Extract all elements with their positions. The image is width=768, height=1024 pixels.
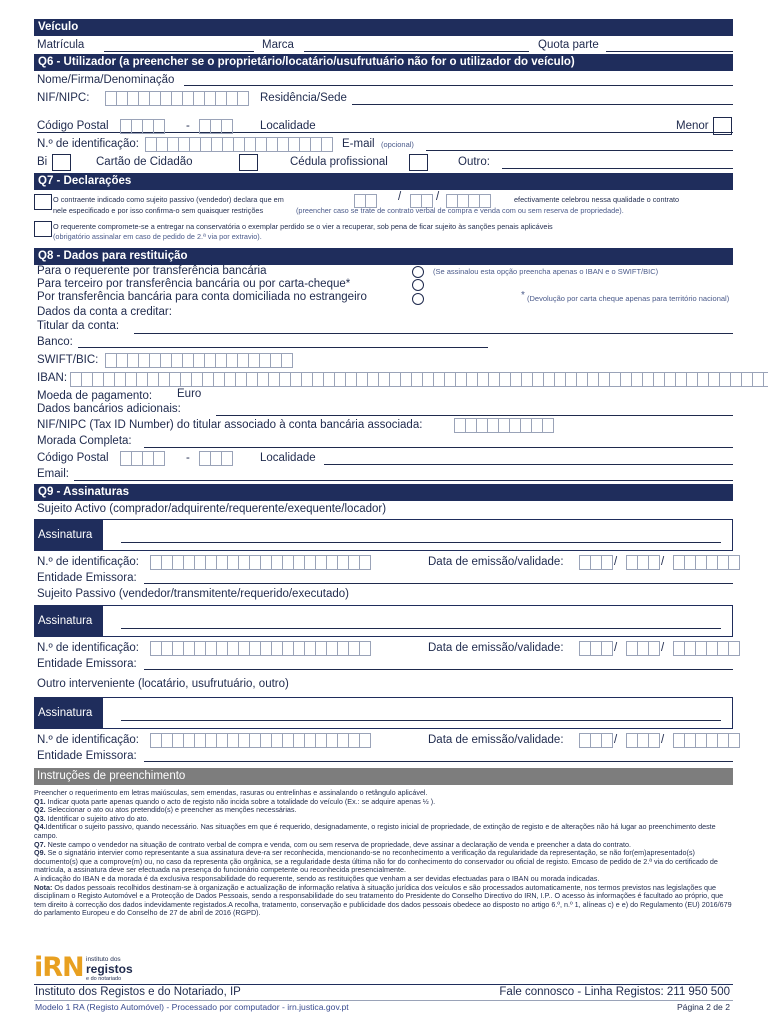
data-outro-day[interactable] (579, 733, 613, 748)
instrucoes-text (34, 785, 733, 918)
localidade-label: Localidade (260, 120, 316, 132)
declaracao-1-checkbox[interactable] (34, 194, 52, 210)
restituicao-option-1-label: Para o requerente por transferência bancária (37, 265, 267, 277)
instr-q4 (34, 823, 733, 840)
data-outro-label: Data de emissão/validade: (428, 734, 564, 746)
section-title: Veículo (38, 21, 79, 33)
restituicao-option-3-radio[interactable] (412, 293, 424, 305)
dash-label: - (186, 120, 190, 132)
logo-text-2: registos (86, 962, 133, 976)
data-passivo-month[interactable] (626, 641, 660, 656)
menor-label: Menor (676, 120, 709, 132)
section-q6-header (34, 54, 733, 71)
instr-text: Identificar o sujeito passivo, quando necessário. Nas situações em que é requerido, designadamente, o registo inicial de propriedade, de extinção de registo e de alterações não há lugar ao preenchimento deste campo. (34, 822, 716, 840)
swift-label: SWIFT/BIC: (37, 354, 99, 366)
date-slash: / (614, 734, 618, 746)
iban-cells[interactable] (70, 372, 768, 387)
cedula-label: Cédula profissional (290, 156, 388, 168)
irn-logo (34, 954, 154, 984)
instr-text: Seleccionar o ato ou atos pretendido(s) e preencher as menções necessárias. (45, 805, 297, 815)
cc-label: Cartão de Cidadão (96, 156, 193, 168)
entidade-passivo-label: Entidade Emissora: (37, 658, 137, 670)
logo-text-1: instituto dos (86, 956, 121, 963)
instr-text: Os dados pessoais recolhidos destinam-se à organização e actualização de informação relativa à situação jurídica dos veículos e são processados automaticamente, nos termos previstos nas legislações que disciplinam o Registo Automóvel e a Protecção de Dados Pessoais, sendo a responsabilidade do seu tratamento do Presidente do Conselho Directivo do IRN, I.P.. O acesso às informações é facultado ao próprio, que tem direito à correcção dos dados indevidamente registados.A recolha, tratamento, conservação e publicidade dos dados pessoais obedece ao disposto no artigo 6.º, n.º 1, alíneas c) e e) do Regulamento (EU) 2016/679 do parlamento Europeu e do Conselho de 27 de abril de 2016 (RGPD). (34, 882, 732, 918)
titular-field[interactable] (134, 333, 733, 334)
entidade-activo-label: Entidade Emissora: (37, 572, 137, 584)
nif-label: NIF/NIPC: (37, 92, 90, 104)
codigo-postal-2-cells-2[interactable] (199, 451, 233, 466)
banco-label: Banco: (37, 336, 73, 348)
nome-field[interactable] (184, 85, 733, 86)
menor-checkbox[interactable] (713, 117, 732, 135)
entidade-activo-field[interactable] (144, 583, 733, 584)
assinatura-label: Assinatura (35, 698, 103, 728)
outro-field[interactable] (502, 168, 733, 169)
sujeito-activo-label: Sujeito Activo (comprador/adquirente/requerente/exequente/locador) (37, 503, 387, 515)
logo-text-3: e do notariado (86, 976, 122, 982)
declaracao-2-checkbox[interactable] (34, 221, 52, 237)
instr-key: Q4. (34, 822, 46, 832)
section-q7-header (34, 173, 733, 190)
nident-activo-cells[interactable] (150, 555, 371, 570)
instr-key: Nota: (34, 882, 53, 892)
email-optional-label: (opcional) (381, 140, 414, 149)
date-slash: / (661, 642, 665, 654)
banco-field[interactable] (78, 347, 488, 348)
instr-text: Se o signatário intervier como representante a sua assinatura deve-ra ser reconhecida, mencionando-se no reconhecimento a verificação da regularidade da representação, se não for(em)apresentado(s) documento(s) que a comprove(m) ou, no caso da representa ção orgânica, se a regularidade desta última não for do conhecimento do conservador ou oficial de registo. Emcaso de pedido de 2.ª via do certificado de matrícula, a assinatura deve ser efectuada na presença do funcionário competente ou reconhecida presencialmente. (34, 848, 718, 875)
declaracao-1-text-a: O contraente indicado como sujeito passivo (vendedor) declara que em (53, 195, 284, 204)
marca-field[interactable] (304, 51, 529, 52)
quota-label: Quota parte (538, 39, 599, 51)
entidade-outro-field[interactable] (144, 761, 733, 762)
date-slash-2: / (436, 191, 440, 203)
assinatura-passivo-line[interactable] (121, 628, 721, 629)
instr-key: Q9. (34, 848, 46, 858)
codigo-postal-2-cells-1[interactable] (120, 451, 165, 466)
assinatura-label: Assinatura (35, 520, 103, 550)
codigo-postal-cells-1[interactable] (120, 119, 165, 134)
section-title: Q6 - Utilizador (a preencher se o proprietário/locatário/usufrutuário não for o utilizador do veículo) (38, 56, 575, 68)
footer-meta (34, 1000, 733, 1012)
nident-label: N.º de identificação: (37, 138, 140, 150)
declaracao-1-text-c: nele especificado e por isso confirma-o sem quaisquer restrições (53, 206, 264, 215)
titular-label: Titular da conta: (37, 320, 120, 332)
instr-key: Q7. (34, 839, 46, 849)
date-slash-1: / (398, 191, 402, 203)
section-title: Q9 - Assinaturas (38, 486, 129, 498)
localidade-field[interactable] (324, 132, 664, 133)
morada-label: Morada Completa: (37, 435, 132, 447)
footer-model: Modelo 1 RA (Registo Automóvel) - Processado por computador - irn.justica.gov.pt (35, 1002, 349, 1012)
restituicao-option-2-radio[interactable] (412, 279, 424, 291)
marca-label: Marca (262, 39, 294, 51)
cedula-checkbox[interactable] (409, 154, 428, 171)
moeda-value: Euro (177, 388, 202, 400)
outro-label: Outro: (458, 156, 490, 168)
instr-text: Indicar quota parte apenas quando o acto de registo não incida sobre a totalidade do veículo (Ex.: se adquire apenas ½ ). (45, 796, 436, 806)
codigo-postal-label: Código Postal (37, 120, 109, 132)
matricula-field[interactable] (104, 51, 254, 52)
nif-titular-label: NIF/NIPC (Tax ID Number) do titular associado à conta bancária associada: (37, 419, 423, 431)
sujeito-passivo-label: Sujeito Passivo (vendedor/transmitente/requerido/executado) (37, 588, 349, 600)
data-passivo-year[interactable] (673, 641, 740, 656)
data-outro-year[interactable] (673, 733, 740, 748)
dados-conta-label: Dados da conta a creditar: (37, 306, 172, 318)
instr-text: Neste campo o vendedor na situação de contrato verbal de compra e venda, com ou sem reserva de propriedade, deve assinar a declaração de venda e preencher a data do contrato. (45, 839, 631, 849)
section-q8-header (34, 248, 733, 265)
assinatura-activo-line[interactable] (121, 542, 721, 543)
form-page (34, 19, 733, 918)
instr-text: Identificar o sujeito ativo do ato. (45, 813, 149, 823)
morada-field[interactable] (144, 447, 733, 448)
assinatura-outro-box[interactable] (34, 697, 733, 729)
residencia-label: Residência/Sede (260, 92, 347, 104)
assinatura-outro-line[interactable] (121, 720, 721, 721)
nident-outro-cells[interactable] (150, 733, 371, 748)
footer-contact: Fale connosco - Linha Registos: 211 950 500 (499, 986, 730, 998)
instr-key: Q1. (34, 796, 46, 806)
footer-institution: Instituto dos Registos e do Notariado, IP (35, 986, 241, 998)
restituicao-option-3-note: (Devolução por carta cheque apenas para território nacional) (527, 294, 730, 303)
nident-activo-label: N.º de identificação: (37, 556, 140, 568)
email-field[interactable] (426, 150, 733, 151)
email-2-field[interactable] (74, 480, 733, 481)
nome-label: Nome/Firma/Denominação (37, 74, 175, 86)
section-title: Q8 - Dados para restituição (38, 250, 188, 262)
logo-mark: iRN (34, 952, 84, 983)
date-slash: / (614, 556, 618, 568)
email-label: E-mail (342, 138, 375, 150)
declaracao-2-text-a: O requerente compromete-se a entregar na conservatória o exemplar perdido se o vier a recuperar, sob pena de ficar sujeito às sanções penais aplicáveis (53, 222, 553, 231)
data-activo-label: Data de emissão/validade: (428, 556, 564, 568)
dash-label: - (186, 452, 190, 464)
data-passivo-day[interactable] (579, 641, 613, 656)
entidade-outro-label: Entidade Emissora: (37, 750, 137, 762)
bi-label: Bi (37, 156, 48, 168)
restituicao-option-2-label: Para terceiro por transferência bancária ou por carta-cheque* (37, 278, 351, 290)
codigo-postal-2-label: Código Postal (37, 452, 109, 464)
nident-passivo-label: N.º de identificação: (37, 642, 140, 654)
moeda-label: Moeda de pagamento: (37, 390, 153, 402)
restituicao-option-1-radio[interactable] (412, 266, 424, 278)
declaracao-2-text-b: (obrigatório assinalar em caso de pedido de 2.ª via por extravio). (53, 232, 262, 241)
data-passivo-label: Data de emissão/validade: (428, 642, 564, 654)
footer-page: Página 2 de 2 (676, 1002, 730, 1012)
data-activo-year[interactable] (673, 555, 740, 570)
bi-checkbox[interactable] (52, 154, 71, 171)
iban-label: IBAN: (37, 372, 68, 384)
cc-checkbox[interactable] (239, 154, 258, 171)
assinatura-passivo-box[interactable] (34, 605, 733, 637)
email-2-label: Email: (37, 468, 69, 480)
section-veiculo-header (34, 19, 733, 36)
localidade-2-label: Localidade (260, 452, 316, 464)
footer-bar (34, 984, 733, 999)
instr-nota (34, 884, 733, 918)
instr-iban: A indicação do IBAN e da morada é da exclusiva responsabilidade do requerente, sendo as restituições que venham a ser devidas efectuadas para o IBAN ou morada indicadas. (34, 873, 600, 883)
section-title: Q7 - Declarações (38, 175, 132, 187)
localidade-2-field[interactable] (324, 464, 733, 465)
section-title: Instruções de preenchimento (37, 770, 186, 782)
date-slash: / (614, 642, 618, 654)
nif-titular-cells[interactable] (454, 418, 554, 433)
date-slash: / (661, 556, 665, 568)
nif-cells[interactable] (105, 91, 249, 106)
residencia-field[interactable] (352, 104, 733, 105)
assinatura-label: Assinatura (35, 606, 103, 636)
data-activo-day[interactable] (579, 555, 613, 570)
instr-q9 (34, 849, 733, 875)
declaracao-1-text-d: (preencher caso se trate de contrato verbal de compra e venda com ou sem reserva de propriedade). (296, 206, 624, 215)
assinatura-activo-box[interactable] (34, 519, 733, 551)
date-slash: / (661, 734, 665, 746)
codigo-postal-cells-2[interactable] (199, 119, 233, 134)
nident-cells[interactable] (145, 137, 333, 152)
data-activo-month[interactable] (626, 555, 660, 570)
restituicao-option-1-note: (Se assinalou esta opção preencha apenas o IBAN e o SWIFT/BIC) (433, 267, 659, 276)
restituicao-option-3-label: Por transferência bancária para conta domiciliada no estrangeiro (37, 291, 367, 303)
instr-key: Q2. (34, 805, 46, 815)
matricula-label: Matrícula (37, 39, 85, 51)
asterisk-label: * (521, 290, 525, 301)
outro-interveniente-label: Outro interveniente (locatário, usufrutuário, outro) (37, 678, 289, 690)
quota-field[interactable] (606, 51, 733, 52)
section-q9-header (34, 484, 733, 501)
adicionais-label: Dados bancários adicionais: (37, 403, 181, 415)
instr-key: Q3. (34, 813, 46, 823)
instr-p0: Preencher o requerimento em letras maiúsculas, sem emendas, rasuras ou entrelinhas e assinalando o retângulo aplicável. (34, 788, 428, 797)
nident-passivo-cells[interactable] (150, 641, 371, 656)
declaracao-1-text-b: efectivamente celebrou nessa qualidade o contrato (514, 195, 680, 204)
entidade-passivo-field[interactable] (144, 669, 733, 670)
nident-outro-label: N.º de identificação: (37, 734, 140, 746)
swift-cells[interactable] (105, 353, 293, 368)
data-outro-month[interactable] (626, 733, 660, 748)
instrucoes-header (34, 768, 733, 785)
